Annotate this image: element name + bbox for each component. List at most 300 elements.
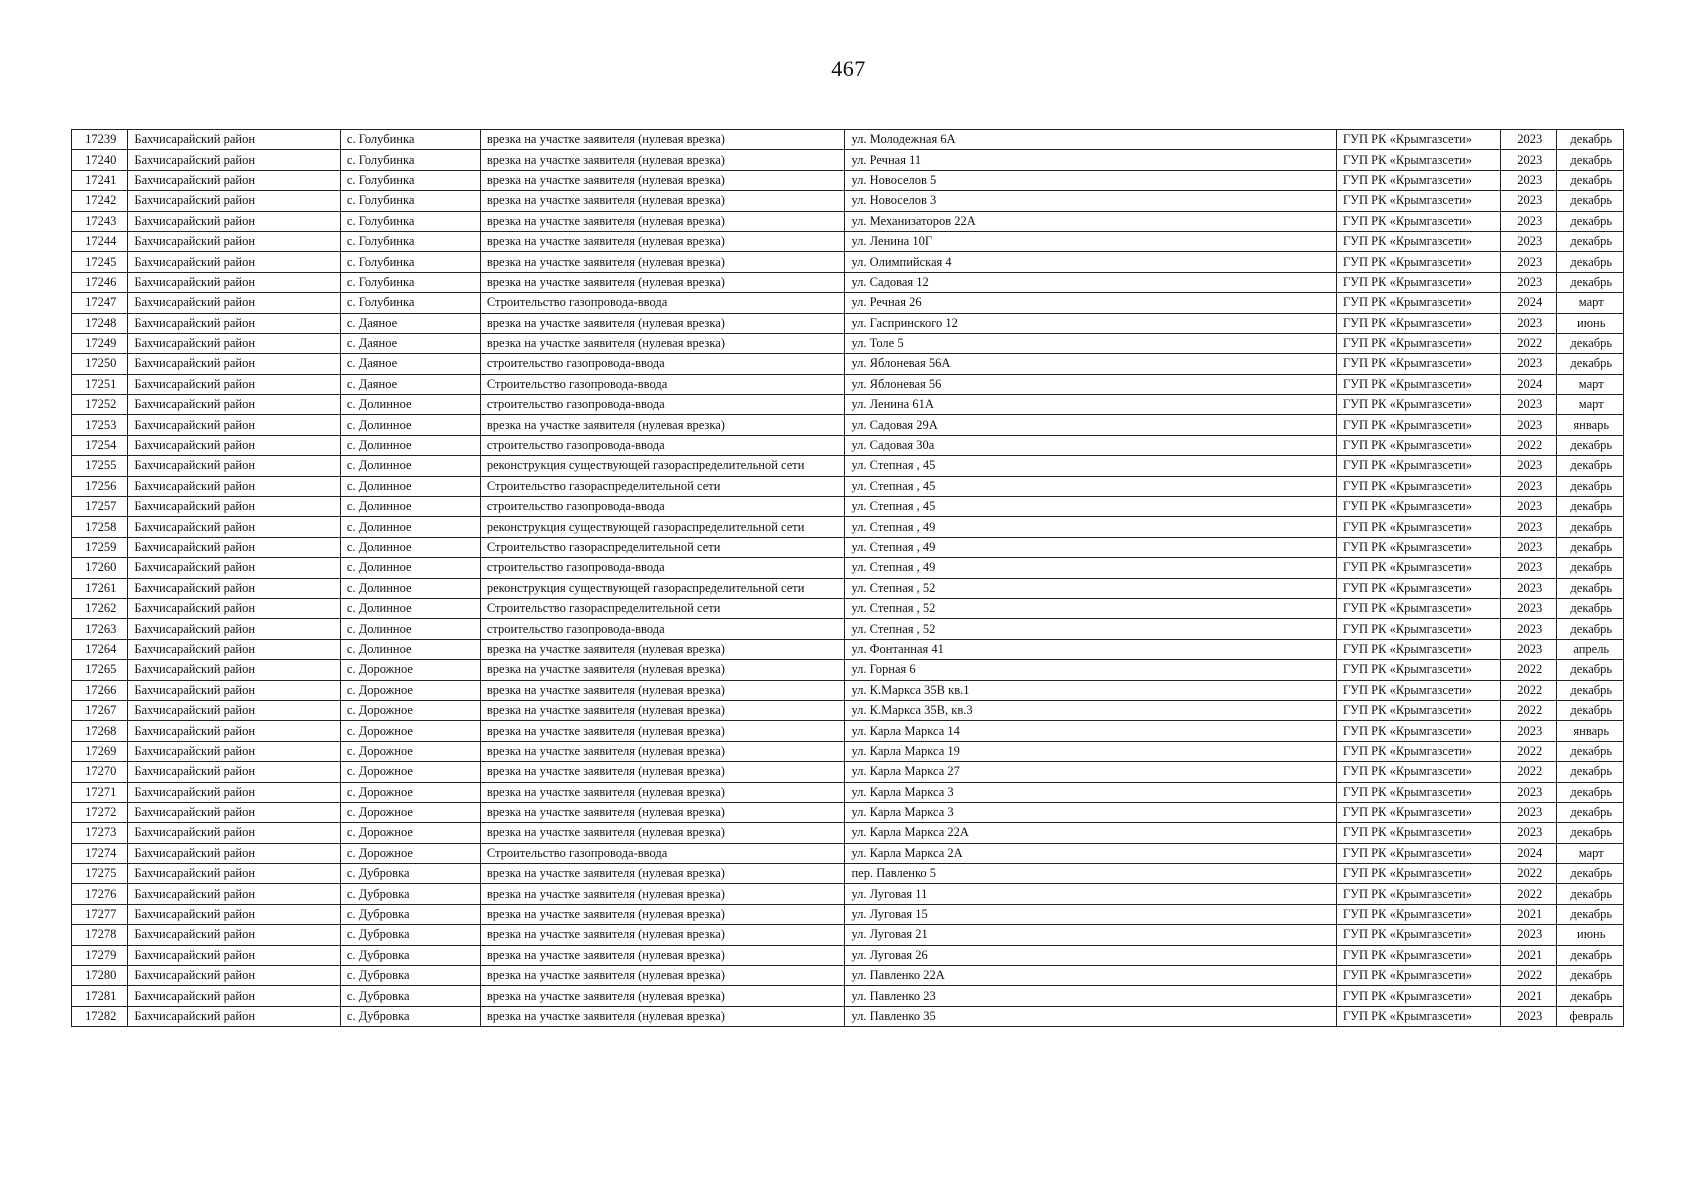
month-cell: декабрь [1557, 802, 1624, 822]
table-body [72, 130, 1624, 1027]
month-cell: декабрь [1557, 333, 1624, 353]
month-cell: декабрь [1557, 537, 1624, 557]
table-row [72, 231, 1624, 251]
month-cell: декабрь [1557, 598, 1624, 618]
work-type-cell: строительство газопровода-ввода [480, 619, 845, 639]
district-cell: Бахчисарайский район [128, 293, 341, 313]
organization-cell: ГУП РК «Крымгазсети» [1336, 354, 1500, 374]
row-number-cell: 17266 [72, 680, 128, 700]
year-cell: 2023 [1501, 313, 1557, 333]
district-cell: Бахчисарайский район [128, 333, 341, 353]
village-cell: с. Даяное [340, 354, 480, 374]
address-cell: ул. Яблоневая 56А [845, 354, 1336, 374]
work-type-cell: врезка на участке заявителя (нулевая врезка) [480, 660, 845, 680]
work-type-cell: врезка на участке заявителя (нулевая врезка) [480, 904, 845, 924]
work-type-cell: строительство газопровода-ввода [480, 354, 845, 374]
table-row [72, 211, 1624, 231]
work-type-cell: врезка на участке заявителя (нулевая врезка) [480, 864, 845, 884]
district-cell: Бахчисарайский район [128, 191, 341, 211]
village-cell: с. Голубинка [340, 231, 480, 251]
row-number-cell: 17243 [72, 211, 128, 231]
month-cell: декабрь [1557, 354, 1624, 374]
month-cell: январь [1557, 721, 1624, 741]
year-cell: 2023 [1501, 211, 1557, 231]
table-row [72, 700, 1624, 720]
table-row [72, 823, 1624, 843]
work-type-cell: строительство газопровода-ввода [480, 497, 845, 517]
year-cell: 2024 [1501, 293, 1557, 313]
row-number-cell: 17274 [72, 843, 128, 863]
district-cell: Бахчисарайский район [128, 537, 341, 557]
month-cell: декабрь [1557, 578, 1624, 598]
village-cell: с. Голубинка [340, 130, 480, 150]
organization-cell: ГУП РК «Крымгазсети» [1336, 395, 1500, 415]
year-cell: 2023 [1501, 721, 1557, 741]
district-cell: Бахчисарайский район [128, 598, 341, 618]
work-type-cell: врезка на участке заявителя (нулевая врезка) [480, 986, 845, 1006]
month-cell: декабрь [1557, 945, 1624, 965]
address-cell: ул. Степная , 45 [845, 497, 1336, 517]
year-cell: 2023 [1501, 170, 1557, 190]
month-cell: декабрь [1557, 435, 1624, 455]
table-row [72, 170, 1624, 190]
address-cell: ул. Садовая 29А [845, 415, 1336, 435]
organization-cell: ГУП РК «Крымгазсети» [1336, 864, 1500, 884]
organization-cell: ГУП РК «Крымгазсети» [1336, 537, 1500, 557]
address-cell: ул. Фонтанная 41 [845, 639, 1336, 659]
row-number-cell: 17258 [72, 517, 128, 537]
row-number-cell: 17253 [72, 415, 128, 435]
row-number-cell: 17259 [72, 537, 128, 557]
work-type-cell: строительство газопровода-ввода [480, 395, 845, 415]
district-cell: Бахчисарайский район [128, 211, 341, 231]
district-cell: Бахчисарайский район [128, 864, 341, 884]
work-type-cell: Строительство газораспределительной сети [480, 476, 845, 496]
organization-cell: ГУП РК «Крымгазсети» [1336, 598, 1500, 618]
row-number-cell: 17263 [72, 619, 128, 639]
address-cell: ул. К.Маркса 35В, кв.3 [845, 700, 1336, 720]
month-cell: декабрь [1557, 150, 1624, 170]
organization-cell: ГУП РК «Крымгазсети» [1336, 476, 1500, 496]
work-type-cell: врезка на участке заявителя (нулевая врезка) [480, 130, 845, 150]
work-type-cell: врезка на участке заявителя (нулевая врезка) [480, 741, 845, 761]
village-cell: с. Дубровка [340, 925, 480, 945]
work-type-cell: врезка на участке заявителя (нулевая врезка) [480, 700, 845, 720]
row-number-cell: 17254 [72, 435, 128, 455]
village-cell: с. Долинное [340, 435, 480, 455]
month-cell: декабрь [1557, 680, 1624, 700]
month-cell: декабрь [1557, 904, 1624, 924]
district-cell: Бахчисарайский район [128, 986, 341, 1006]
month-cell: март [1557, 395, 1624, 415]
year-cell: 2024 [1501, 374, 1557, 394]
work-type-cell: врезка на участке заявителя (нулевая врезка) [480, 721, 845, 741]
village-cell: с. Долинное [340, 497, 480, 517]
work-type-cell: строительство газопровода-ввода [480, 435, 845, 455]
village-cell: с. Долинное [340, 619, 480, 639]
table-row [72, 1006, 1624, 1026]
work-type-cell: врезка на участке заявителя (нулевая врезка) [480, 150, 845, 170]
district-cell: Бахчисарайский район [128, 497, 341, 517]
table-row [72, 904, 1624, 924]
work-type-cell: врезка на участке заявителя (нулевая врезка) [480, 252, 845, 272]
work-type-cell: врезка на участке заявителя (нулевая врезка) [480, 945, 845, 965]
row-number-cell: 17260 [72, 558, 128, 578]
organization-cell: ГУП РК «Крымгазсети» [1336, 619, 1500, 639]
work-type-cell: врезка на участке заявителя (нулевая врезка) [480, 823, 845, 843]
organization-cell: ГУП РК «Крымгазсети» [1336, 639, 1500, 659]
row-number-cell: 17279 [72, 945, 128, 965]
row-number-cell: 17280 [72, 966, 128, 986]
organization-cell: ГУП РК «Крымгазсети» [1336, 884, 1500, 904]
village-cell: с. Дорожное [340, 802, 480, 822]
district-cell: Бахчисарайский район [128, 456, 341, 476]
row-number-cell: 17239 [72, 130, 128, 150]
row-number-cell: 17247 [72, 293, 128, 313]
village-cell: с. Долинное [340, 415, 480, 435]
row-number-cell: 17273 [72, 823, 128, 843]
address-cell: ул. Степная , 49 [845, 558, 1336, 578]
village-cell: с. Голубинка [340, 252, 480, 272]
village-cell: с. Дорожное [340, 843, 480, 863]
table-row [72, 374, 1624, 394]
work-type-cell: реконструкция существующей газораспределительной сети [480, 456, 845, 476]
address-cell: ул. Новоселов 5 [845, 170, 1336, 190]
address-cell: ул. Ленина 10Г [845, 231, 1336, 251]
district-cell: Бахчисарайский район [128, 578, 341, 598]
year-cell: 2023 [1501, 476, 1557, 496]
village-cell: с. Дорожное [340, 700, 480, 720]
table-row [72, 680, 1624, 700]
table-row [72, 782, 1624, 802]
village-cell: с. Даяное [340, 313, 480, 333]
month-cell: декабрь [1557, 966, 1624, 986]
village-cell: с. Дорожное [340, 762, 480, 782]
month-cell: декабрь [1557, 986, 1624, 1006]
village-cell: с. Дорожное [340, 741, 480, 761]
year-cell: 2021 [1501, 986, 1557, 1006]
work-type-cell: врезка на участке заявителя (нулевая врезка) [480, 415, 845, 435]
year-cell: 2023 [1501, 415, 1557, 435]
month-cell: декабрь [1557, 252, 1624, 272]
table-row [72, 435, 1624, 455]
work-type-cell: врезка на участке заявителя (нулевая врезка) [480, 639, 845, 659]
year-cell: 2023 [1501, 150, 1557, 170]
address-cell: ул. Луговая 15 [845, 904, 1336, 924]
year-cell: 2024 [1501, 843, 1557, 863]
organization-cell: ГУП РК «Крымгазсети» [1336, 823, 1500, 843]
year-cell: 2022 [1501, 660, 1557, 680]
month-cell: декабрь [1557, 700, 1624, 720]
district-cell: Бахчисарайский район [128, 700, 341, 720]
organization-cell: ГУП РК «Крымгазсети» [1336, 150, 1500, 170]
village-cell: с. Голубинка [340, 272, 480, 292]
village-cell: с. Дубровка [340, 966, 480, 986]
year-cell: 2021 [1501, 904, 1557, 924]
row-number-cell: 17257 [72, 497, 128, 517]
work-type-cell: врезка на участке заявителя (нулевая врезка) [480, 680, 845, 700]
year-cell: 2023 [1501, 395, 1557, 415]
organization-cell: ГУП РК «Крымгазсети» [1336, 313, 1500, 333]
row-number-cell: 17276 [72, 884, 128, 904]
year-cell: 2022 [1501, 333, 1557, 353]
district-cell: Бахчисарайский район [128, 395, 341, 415]
district-cell: Бахчисарайский район [128, 782, 341, 802]
year-cell: 2022 [1501, 680, 1557, 700]
row-number-cell: 17250 [72, 354, 128, 374]
address-cell: ул. Горная 6 [845, 660, 1336, 680]
district-cell: Бахчисарайский район [128, 170, 341, 190]
year-cell: 2023 [1501, 1006, 1557, 1026]
village-cell: с. Долинное [340, 476, 480, 496]
organization-cell: ГУП РК «Крымгазсети» [1336, 843, 1500, 863]
organization-cell: ГУП РК «Крымгазсети» [1336, 497, 1500, 517]
table-row [72, 741, 1624, 761]
table-row [72, 333, 1624, 353]
address-cell: ул. Толе 5 [845, 333, 1336, 353]
district-cell: Бахчисарайский район [128, 354, 341, 374]
year-cell: 2022 [1501, 762, 1557, 782]
organization-cell: ГУП РК «Крымгазсети» [1336, 272, 1500, 292]
month-cell: декабрь [1557, 762, 1624, 782]
month-cell: декабрь [1557, 741, 1624, 761]
table-row [72, 884, 1624, 904]
month-cell: декабрь [1557, 517, 1624, 537]
district-cell: Бахчисарайский район [128, 130, 341, 150]
month-cell: июнь [1557, 313, 1624, 333]
year-cell: 2022 [1501, 741, 1557, 761]
village-cell: с. Дорожное [340, 721, 480, 741]
organization-cell: ГУП РК «Крымгазсети» [1336, 130, 1500, 150]
table-row [72, 517, 1624, 537]
address-cell: ул. Степная , 49 [845, 517, 1336, 537]
organization-cell: ГУП РК «Крымгазсети» [1336, 721, 1500, 741]
row-number-cell: 17245 [72, 252, 128, 272]
address-cell: ул. К.Маркса 35В кв.1 [845, 680, 1336, 700]
village-cell: с. Дорожное [340, 823, 480, 843]
village-cell: с. Долинное [340, 537, 480, 557]
organization-cell: ГУП РК «Крымгазсети» [1336, 741, 1500, 761]
gasification-table [71, 129, 1624, 1027]
address-cell: ул. Степная , 52 [845, 598, 1336, 618]
table-row [72, 272, 1624, 292]
year-cell: 2023 [1501, 782, 1557, 802]
organization-cell: ГУП РК «Крымгазсети» [1336, 966, 1500, 986]
table-row [72, 945, 1624, 965]
organization-cell: ГУП РК «Крымгазсети» [1336, 700, 1500, 720]
work-type-cell: Строительство газораспределительной сети [480, 598, 845, 618]
organization-cell: ГУП РК «Крымгазсети» [1336, 415, 1500, 435]
organization-cell: ГУП РК «Крымгазсети» [1336, 517, 1500, 537]
month-cell: декабрь [1557, 660, 1624, 680]
village-cell: с. Долинное [340, 598, 480, 618]
year-cell: 2023 [1501, 191, 1557, 211]
village-cell: с. Дорожное [340, 680, 480, 700]
table-row [72, 578, 1624, 598]
month-cell: декабрь [1557, 884, 1624, 904]
work-type-cell: врезка на участке заявителя (нулевая врезка) [480, 191, 845, 211]
address-cell: ул. Ленина 61А [845, 395, 1336, 415]
year-cell: 2021 [1501, 945, 1557, 965]
row-number-cell: 17267 [72, 700, 128, 720]
month-cell: декабрь [1557, 476, 1624, 496]
work-type-cell: врезка на участке заявителя (нулевая врезка) [480, 802, 845, 822]
organization-cell: ГУП РК «Крымгазсети» [1336, 904, 1500, 924]
district-cell: Бахчисарайский район [128, 313, 341, 333]
row-number-cell: 17241 [72, 170, 128, 190]
table-row [72, 843, 1624, 863]
year-cell: 2023 [1501, 619, 1557, 639]
row-number-cell: 17270 [72, 762, 128, 782]
organization-cell: ГУП РК «Крымгазсети» [1336, 782, 1500, 802]
address-cell: ул. Луговая 26 [845, 945, 1336, 965]
year-cell: 2023 [1501, 558, 1557, 578]
village-cell: с. Долинное [340, 558, 480, 578]
organization-cell: ГУП РК «Крымгазсети» [1336, 252, 1500, 272]
district-cell: Бахчисарайский район [128, 802, 341, 822]
organization-cell: ГУП РК «Крымгазсети» [1336, 986, 1500, 1006]
district-cell: Бахчисарайский район [128, 823, 341, 843]
district-cell: Бахчисарайский район [128, 252, 341, 272]
table-row [72, 537, 1624, 557]
year-cell: 2023 [1501, 925, 1557, 945]
village-cell: с. Дубровка [340, 884, 480, 904]
work-type-cell: Строительство газораспределительной сети [480, 537, 845, 557]
month-cell: март [1557, 293, 1624, 313]
district-cell: Бахчисарайский район [128, 639, 341, 659]
address-cell: ул. Степная , 52 [845, 578, 1336, 598]
district-cell: Бахчисарайский район [128, 843, 341, 863]
row-number-cell: 17262 [72, 598, 128, 618]
district-cell: Бахчисарайский район [128, 415, 341, 435]
row-number-cell: 17278 [72, 925, 128, 945]
district-cell: Бахчисарайский район [128, 1006, 341, 1026]
row-number-cell: 17272 [72, 802, 128, 822]
table-row [72, 130, 1624, 150]
organization-cell: ГУП РК «Крымгазсети» [1336, 558, 1500, 578]
address-cell: ул. Карла Маркса 3 [845, 802, 1336, 822]
district-cell: Бахчисарайский район [128, 884, 341, 904]
year-cell: 2023 [1501, 578, 1557, 598]
address-cell: ул. Карла Маркса 3 [845, 782, 1336, 802]
organization-cell: ГУП РК «Крымгазсети» [1336, 680, 1500, 700]
table-row [72, 639, 1624, 659]
address-cell: ул. Павленко 23 [845, 986, 1336, 1006]
work-type-cell: врезка на участке заявителя (нулевая врезка) [480, 925, 845, 945]
month-cell: декабрь [1557, 456, 1624, 476]
row-number-cell: 17244 [72, 231, 128, 251]
row-number-cell: 17248 [72, 313, 128, 333]
organization-cell: ГУП РК «Крымгазсети» [1336, 211, 1500, 231]
organization-cell: ГУП РК «Крымгазсети» [1336, 1006, 1500, 1026]
address-cell: ул. Садовая 12 [845, 272, 1336, 292]
village-cell: с. Дубровка [340, 945, 480, 965]
district-cell: Бахчисарайский район [128, 925, 341, 945]
address-cell: ул. Луговая 11 [845, 884, 1336, 904]
work-type-cell: врезка на участке заявителя (нулевая врезка) [480, 211, 845, 231]
district-cell: Бахчисарайский район [128, 619, 341, 639]
row-number-cell: 17249 [72, 333, 128, 353]
organization-cell: ГУП РК «Крымгазсети» [1336, 333, 1500, 353]
month-cell: июнь [1557, 925, 1624, 945]
year-cell: 2022 [1501, 884, 1557, 904]
organization-cell: ГУП РК «Крымгазсети» [1336, 945, 1500, 965]
address-cell: пер. Павленко 5 [845, 864, 1336, 884]
address-cell: ул. Речная 26 [845, 293, 1336, 313]
district-cell: Бахчисарайский район [128, 150, 341, 170]
table-row [72, 864, 1624, 884]
table-row [72, 456, 1624, 476]
village-cell: с. Голубинка [340, 191, 480, 211]
address-cell: ул. Карла Маркса 19 [845, 741, 1336, 761]
month-cell: январь [1557, 415, 1624, 435]
table-row [72, 966, 1624, 986]
month-cell: декабрь [1557, 619, 1624, 639]
row-number-cell: 17261 [72, 578, 128, 598]
table-row [72, 191, 1624, 211]
organization-cell: ГУП РК «Крымгазсети» [1336, 456, 1500, 476]
district-cell: Бахчисарайский район [128, 904, 341, 924]
month-cell: февраль [1557, 1006, 1624, 1026]
district-cell: Бахчисарайский район [128, 762, 341, 782]
row-number-cell: 17275 [72, 864, 128, 884]
row-number-cell: 17242 [72, 191, 128, 211]
work-type-cell: врезка на участке заявителя (нулевая врезка) [480, 762, 845, 782]
month-cell: декабрь [1557, 272, 1624, 292]
table-row [72, 415, 1624, 435]
year-cell: 2023 [1501, 354, 1557, 374]
month-cell: декабрь [1557, 231, 1624, 251]
address-cell: ул. Степная , 45 [845, 456, 1336, 476]
table-row [72, 497, 1624, 517]
year-cell: 2023 [1501, 802, 1557, 822]
address-cell: ул. Карла Маркса 14 [845, 721, 1336, 741]
address-cell: ул. Степная , 52 [845, 619, 1336, 639]
address-cell: ул. Речная 11 [845, 150, 1336, 170]
work-type-cell: врезка на участке заявителя (нулевая врезка) [480, 966, 845, 986]
month-cell: декабрь [1557, 130, 1624, 150]
month-cell: декабрь [1557, 823, 1624, 843]
year-cell: 2023 [1501, 252, 1557, 272]
month-cell: апрель [1557, 639, 1624, 659]
work-type-cell: Строительство газопровода-ввода [480, 843, 845, 863]
month-cell: март [1557, 374, 1624, 394]
table-row [72, 293, 1624, 313]
year-cell: 2023 [1501, 130, 1557, 150]
village-cell: с. Долинное [340, 395, 480, 415]
work-type-cell: реконструкция существующей газораспределительной сети [480, 517, 845, 537]
village-cell: с. Голубинка [340, 293, 480, 313]
organization-cell: ГУП РК «Крымгазсети» [1336, 170, 1500, 190]
table-row [72, 660, 1624, 680]
table-row [72, 354, 1624, 374]
address-cell: ул. Павленко 35 [845, 1006, 1336, 1026]
organization-cell: ГУП РК «Крымгазсети» [1336, 293, 1500, 313]
address-cell: ул. Садовая 30а [845, 435, 1336, 455]
district-cell: Бахчисарайский район [128, 680, 341, 700]
village-cell: с. Голубинка [340, 211, 480, 231]
year-cell: 2022 [1501, 864, 1557, 884]
village-cell: с. Дубровка [340, 904, 480, 924]
organization-cell: ГУП РК «Крымгазсети» [1336, 660, 1500, 680]
row-number-cell: 17240 [72, 150, 128, 170]
organization-cell: ГУП РК «Крымгазсети» [1336, 762, 1500, 782]
year-cell: 2022 [1501, 700, 1557, 720]
address-cell: ул. Карла Маркса 22А [845, 823, 1336, 843]
month-cell: декабрь [1557, 558, 1624, 578]
district-cell: Бахчисарайский район [128, 660, 341, 680]
row-number-cell: 17251 [72, 374, 128, 394]
